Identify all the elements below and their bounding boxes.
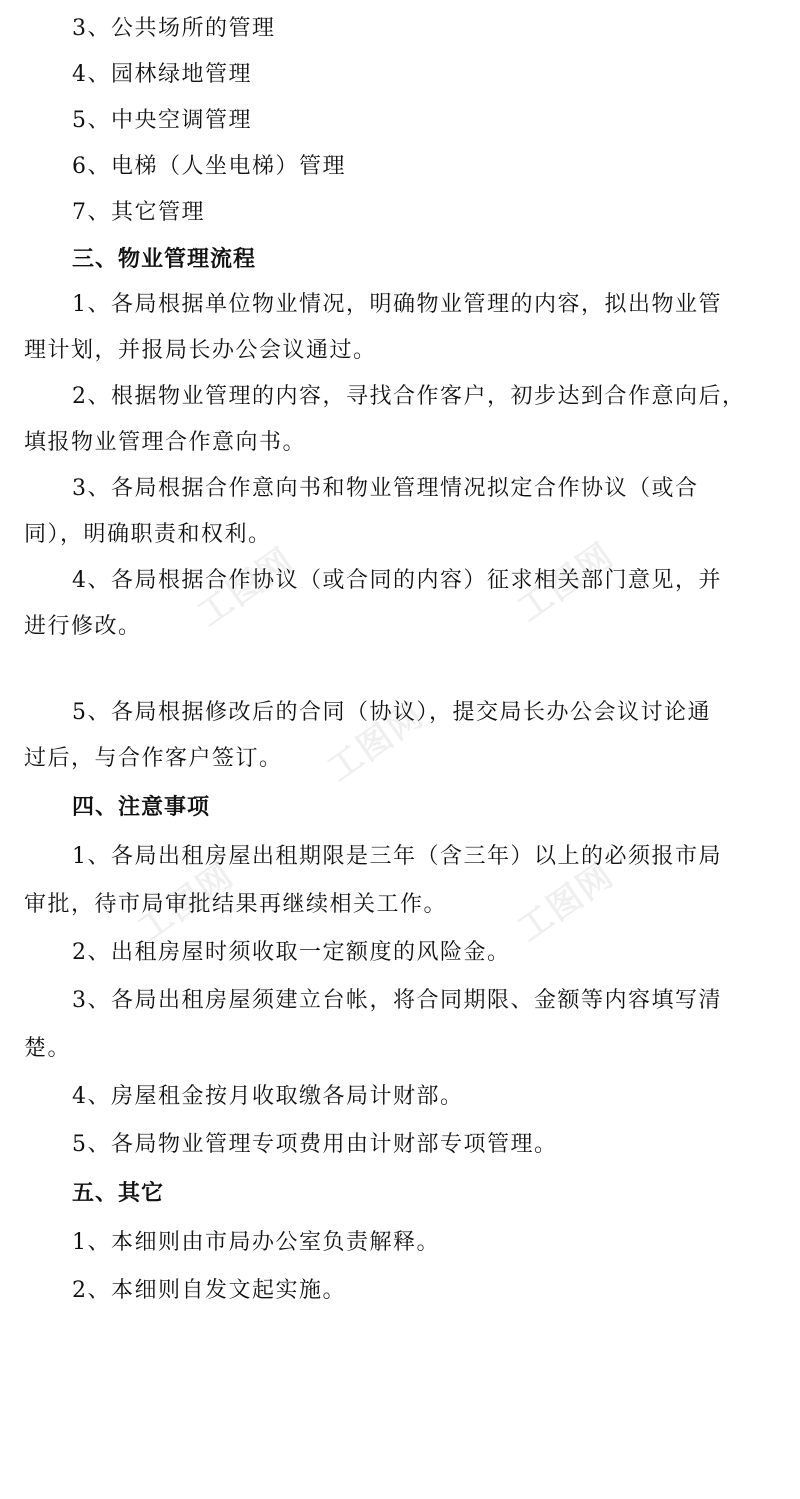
paragraph-line: 5、各局物业管理专项费用由计财部专项管理。 bbox=[72, 1132, 558, 1157]
paragraph-line: 审批，待市局审批结果再继续相关工作。 bbox=[24, 892, 448, 917]
section-heading: 三、物业管理流程 bbox=[72, 246, 257, 272]
section-heading: 四、注意事项 bbox=[72, 794, 211, 820]
paragraph-line: 填报物业管理合作意向书。 bbox=[24, 430, 307, 455]
list-item: 7、其它管理 bbox=[72, 200, 205, 225]
watermark: 工图网 bbox=[320, 695, 432, 790]
paragraph-line: 4、房屋租金按月收取缴各局计财部。 bbox=[72, 1084, 464, 1109]
paragraph-line: 1、本细则由市局办公室负责解释。 bbox=[72, 1230, 440, 1255]
paragraph-line: 2、根据物业管理的内容，寻找合作客户，初步达到合作意向后， bbox=[72, 384, 746, 409]
list-item: 6、电梯（人坐电梯）管理 bbox=[72, 154, 346, 179]
watermark: 工图网 bbox=[130, 855, 242, 950]
watermark: 工图网 bbox=[190, 540, 302, 635]
section-heading: 五、其它 bbox=[72, 1180, 165, 1206]
paragraph-line: 2、出租房屋时须收取一定额度的风险金。 bbox=[72, 940, 511, 965]
paragraph-line: 4、各局根据合作协议（或合同的内容）征求相关部门意见，并 bbox=[72, 568, 722, 593]
list-item: 5、中央空调管理 bbox=[72, 108, 252, 133]
paragraph-line: 2、本细则自发文起实施。 bbox=[72, 1278, 346, 1303]
paragraph-line: 楚。 bbox=[24, 1036, 72, 1061]
watermark: 工图网 bbox=[510, 855, 622, 950]
paragraph-line: 3、各局出租房屋须建立台帐，将合同期限、金额等内容填写清 bbox=[72, 988, 722, 1013]
list-item: 3、公共场所的管理 bbox=[72, 16, 276, 41]
paragraph-line: 1、各局根据单位物业情况，明确物业管理的内容，拟出物业管 bbox=[72, 292, 722, 317]
paragraph-line: 1、各局出租房屋出租期限是三年（含三年）以上的必须报市局 bbox=[72, 844, 722, 869]
paragraph-line: 过后，与合作客户签订。 bbox=[24, 746, 283, 771]
paragraph-line: 5、各局根据修改后的合同（协议），提交局长办公会议讨论通 bbox=[72, 700, 711, 725]
list-item: 4、园林绿地管理 bbox=[72, 62, 252, 87]
paragraph-line: 进行修改。 bbox=[24, 614, 142, 639]
paragraph-line: 理计划，并报局长办公会议通过。 bbox=[24, 338, 377, 363]
paragraph-line: 同），明确职责和权利。 bbox=[24, 522, 272, 547]
watermark: 工图网 bbox=[510, 535, 622, 630]
paragraph-line: 3、各局根据合作意向书和物业管理情况拟定合作协议（或合 bbox=[72, 476, 699, 501]
